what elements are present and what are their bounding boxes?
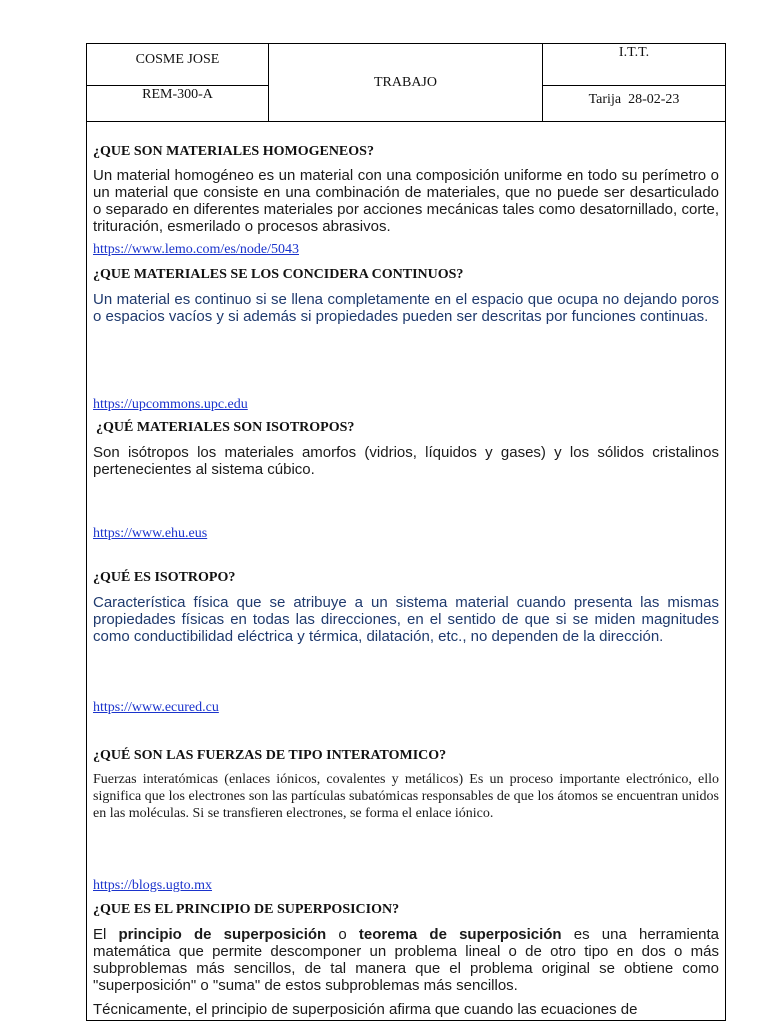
answer-paragraph: Un material homogéneo es un material con una composición uniforme en todo su perímetro o un material que consiste en una combinación de materiales, que no puede ser desarticulado o separado en diferentes materiales por acciones mecánicas tales como desatornillado, corte, trituración, esmerilado o procesos abrasivos.: [93, 167, 719, 235]
question-heading: ¿QUE SON MATERIALES HOMOGENEOS?: [93, 144, 374, 159]
header-divider: [87, 85, 268, 86]
course-code: REM-300-A: [142, 87, 213, 102]
answer-paragraph: [93, 926, 719, 994]
city: Tarija: [588, 92, 622, 107]
question-heading: ¿QUÉ MATERIALES SON ISOTROPOS?: [96, 420, 355, 435]
answer-bold-term: teorema de superposición: [358, 926, 562, 943]
institution: I.T.T.: [618, 45, 650, 60]
author-name: COSME JOSE: [135, 52, 220, 67]
answer-text: es una herramienta matemática que permite descomponer un problema lineal o de otro tipo en dos o más subproblemas más sencillos, de tal manera que el problema original se obtiene como "superposición" o "suma" de estos subproblemas más sencillos.: [93, 926, 720, 994]
answer-paragraph: Técnicamente, el principio de superposición afirma que cuando las ecuaciones de: [93, 1001, 638, 1018]
question-heading: ¿QUE MATERIALES SE LOS CONCIDERA CONTINUOS?: [93, 267, 464, 282]
answer-paragraph: Fuerzas interatómicas (enlaces iónicos, covalentes y metálicos) Es un proceso importante electrónico, ello significa que los electrones son las partículas subatómicas responsables de que los átomos se encuentran unidos en las moléculas. Si se transfieren electrones, se forma el enlace iónico.: [93, 772, 719, 821]
answer-paragraph: Característica física que se atribuye a un sistema material cuando presenta las mismas propiedades físicas en todas las direcciones, en el sentido de que si se miden magnitudes como conductibilidad eléctrica y térmica, dilatación, etc., no dependen de la dirección.: [93, 594, 719, 645]
source-link[interactable]: https://upcommons.upc.edu: [93, 397, 248, 412]
answer-paragraph: Un material es continuo si se llena completamente en el espacio que ocupa no dejando poros o espacios vacíos y si además si propiedades pueden ser descritas por funciones continuas.: [93, 291, 719, 325]
answer-paragraph: Son isótropos los materiales amorfos (vidrios, líquidos y gases) y los sólidos cristalinos pertenecientes al sistema cúbico.: [93, 444, 719, 478]
question-heading: ¿QUE ES EL PRINCIPIO DE SUPERPOSICION?: [93, 902, 400, 917]
place-date: [543, 92, 725, 108]
source-link[interactable]: https://blogs.ugto.mx: [93, 878, 213, 893]
header-table: [87, 44, 725, 122]
question-heading: ¿QUÉ ES ISOTROPO?: [93, 570, 236, 585]
date: 28-02-23: [628, 92, 680, 107]
source-link[interactable]: https://www.ecured.cu: [93, 700, 219, 715]
question-heading: ¿QUÉ SON LAS FUERZAS DE TIPO INTERATOMICO?: [93, 748, 447, 763]
document-title: TRABAJO: [373, 75, 437, 90]
document-frame: [86, 43, 726, 1021]
answer-bold-term: principio de superposición: [118, 926, 327, 943]
source-link[interactable]: https://www.lemo.com/es/node/5043: [93, 242, 299, 257]
answer-text: o: [338, 926, 347, 943]
header-divider: [542, 85, 725, 86]
answer-text: El: [93, 926, 107, 943]
source-link[interactable]: https://www.ehu.eus: [93, 526, 208, 541]
